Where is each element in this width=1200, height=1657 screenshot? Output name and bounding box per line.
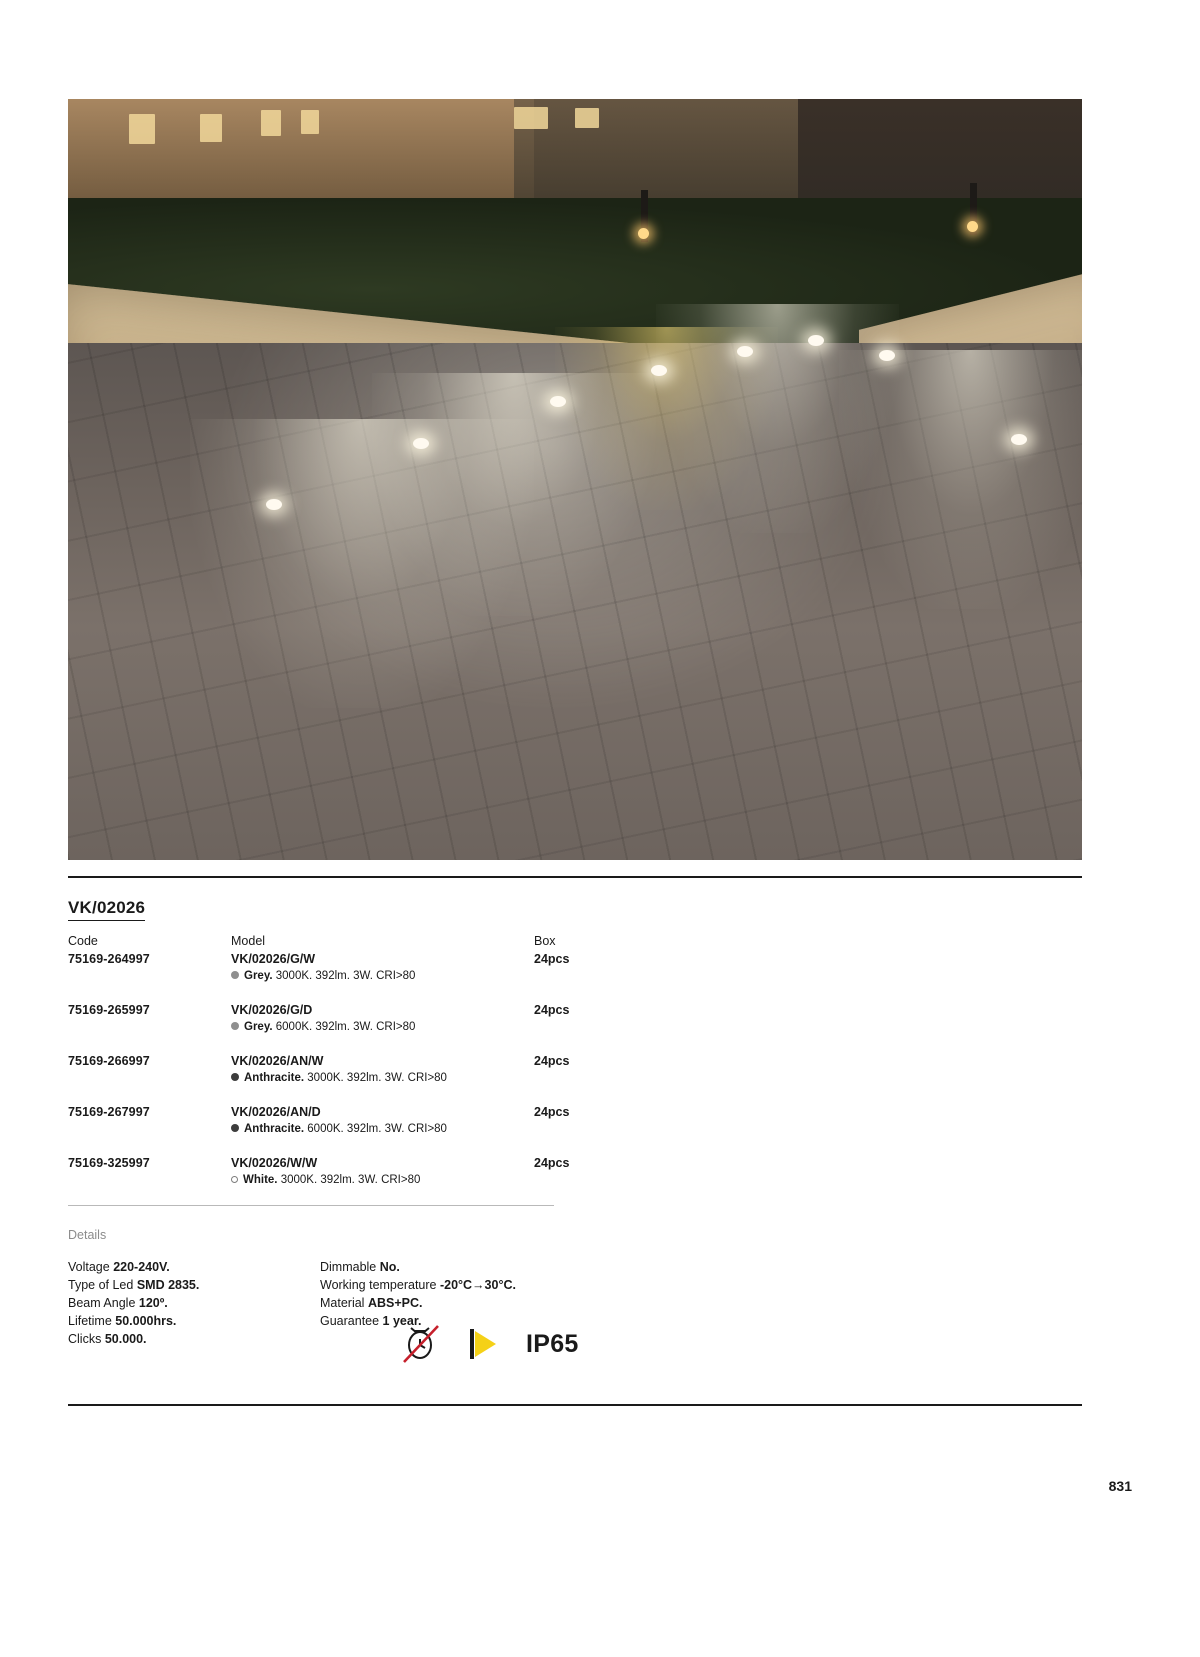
detail-value: 220-240V.	[113, 1260, 170, 1274]
color-swatch-icon	[231, 1022, 239, 1030]
photo-window	[514, 107, 548, 129]
detail-value: 1 year.	[382, 1314, 422, 1328]
spec-color: Grey.	[244, 1021, 273, 1033]
photo-paved-path	[68, 343, 1082, 860]
spec-color: Grey.	[244, 970, 273, 982]
detail-lifetime	[68, 1312, 199, 1330]
detail-label: Guarantee	[320, 1314, 383, 1328]
detail-label: Beam Angle	[68, 1296, 139, 1310]
details-column-right	[320, 1258, 516, 1330]
photo-window	[261, 110, 281, 136]
cell-box: 24pcs	[534, 1003, 570, 1017]
cell-box: 24pcs	[534, 952, 570, 966]
spec-text: 6000K. 392lm. 3W. CRI>80	[275, 1021, 416, 1033]
column-header-box: Box	[534, 934, 556, 948]
cell-code: 75169-266997	[68, 1054, 150, 1068]
recessed-wall-light	[1011, 434, 1027, 445]
color-swatch-icon	[231, 1176, 238, 1183]
detail-label: Type of Led	[68, 1278, 137, 1292]
cell-box: 24pcs	[534, 1105, 570, 1119]
detail-value: 50.000.	[104, 1332, 147, 1346]
recessed-wall-light	[808, 335, 824, 346]
detail-value: -20°C→30°C.	[439, 1278, 516, 1292]
recessed-wall-light	[550, 396, 566, 407]
cell-model: VK/02026/G/D	[231, 1003, 313, 1017]
cell-spec	[231, 1021, 415, 1033]
detail-beam-angle	[68, 1294, 199, 1312]
divider-top	[68, 876, 1082, 878]
table-row	[68, 1054, 628, 1105]
detail-label: Lifetime	[68, 1314, 116, 1328]
spec-color: Anthracite.	[244, 1072, 305, 1084]
spec-text: 3000K. 392lm. 3W. CRI>80	[280, 1174, 421, 1186]
photo-building-right	[514, 99, 798, 198]
cell-model: VK/02026/G/W	[231, 952, 316, 966]
photo-window	[129, 114, 155, 144]
column-header-code: Code	[68, 934, 98, 948]
spec-text: 3000K. 392lm. 3W. CRI>80	[275, 970, 416, 982]
photo-window	[575, 108, 599, 128]
detail-clicks	[68, 1330, 199, 1348]
detail-label: Voltage	[68, 1260, 114, 1274]
details-label: Details	[68, 1228, 107, 1242]
spec-icons-row	[400, 1322, 579, 1366]
cell-spec	[231, 1123, 447, 1135]
detail-voltage	[68, 1258, 199, 1276]
recessed-wall-light	[266, 499, 282, 510]
photo-window	[301, 110, 319, 134]
detail-working-temperature	[320, 1276, 516, 1294]
cell-model: VK/02026/W/W	[231, 1156, 318, 1170]
color-swatch-icon	[231, 1073, 239, 1081]
table-row	[68, 952, 628, 1003]
cell-code: 75169-267997	[68, 1105, 150, 1119]
variants-table	[68, 934, 628, 1207]
detail-value: No.	[379, 1260, 400, 1274]
cell-code: 75169-265997	[68, 1003, 150, 1017]
detail-value: 120º.	[138, 1296, 168, 1310]
ip-rating-label: IP65	[526, 1329, 579, 1358]
details-column-left	[68, 1258, 199, 1348]
detail-label: Dimmable	[320, 1260, 380, 1274]
photo-window	[200, 114, 222, 142]
detail-led-type	[68, 1276, 199, 1294]
detail-dimmable	[320, 1258, 516, 1276]
cell-spec	[231, 1174, 420, 1186]
color-swatch-icon	[231, 1124, 239, 1132]
cell-code: 75169-325997	[68, 1156, 150, 1170]
spec-color: Anthracite.	[244, 1123, 305, 1135]
divider-details	[68, 1205, 554, 1206]
cell-code: 75169-264997	[68, 952, 150, 966]
beam-angle-icon	[470, 1327, 500, 1361]
cell-box: 24pcs	[534, 1054, 570, 1068]
page-number: 831	[1108, 1478, 1132, 1494]
table-row	[68, 1003, 628, 1054]
detail-label: Working temperature	[320, 1278, 440, 1292]
cell-spec	[231, 1072, 447, 1084]
table-header-row	[68, 934, 628, 952]
cell-model: VK/02026/AN/W	[231, 1054, 324, 1068]
detail-value: 50.000hrs.	[115, 1314, 177, 1328]
non-dimmable-icon	[400, 1322, 444, 1366]
spec-color: White.	[243, 1174, 278, 1186]
detail-label: Clicks	[68, 1332, 105, 1346]
column-header-model: Model	[231, 934, 266, 948]
recessed-wall-light	[413, 438, 429, 449]
detail-value: ABS+PC.	[367, 1296, 423, 1310]
cell-model: VK/02026/AN/D	[231, 1105, 321, 1119]
detail-label: Material	[320, 1296, 368, 1310]
cell-spec	[231, 970, 415, 982]
table-row	[68, 1156, 628, 1207]
table-row	[68, 1105, 628, 1156]
detail-material	[320, 1294, 516, 1312]
product-code-heading: VK/02026	[68, 898, 145, 921]
color-swatch-icon	[231, 971, 239, 979]
spec-text: 3000K. 392lm. 3W. CRI>80	[307, 1072, 447, 1084]
cell-box: 24pcs	[534, 1156, 570, 1170]
product-photo	[68, 99, 1082, 860]
divider-bottom	[68, 1404, 1082, 1406]
detail-value: SMD 2835.	[136, 1278, 200, 1292]
spec-text: 6000K. 392lm. 3W. CRI>80	[307, 1123, 447, 1135]
